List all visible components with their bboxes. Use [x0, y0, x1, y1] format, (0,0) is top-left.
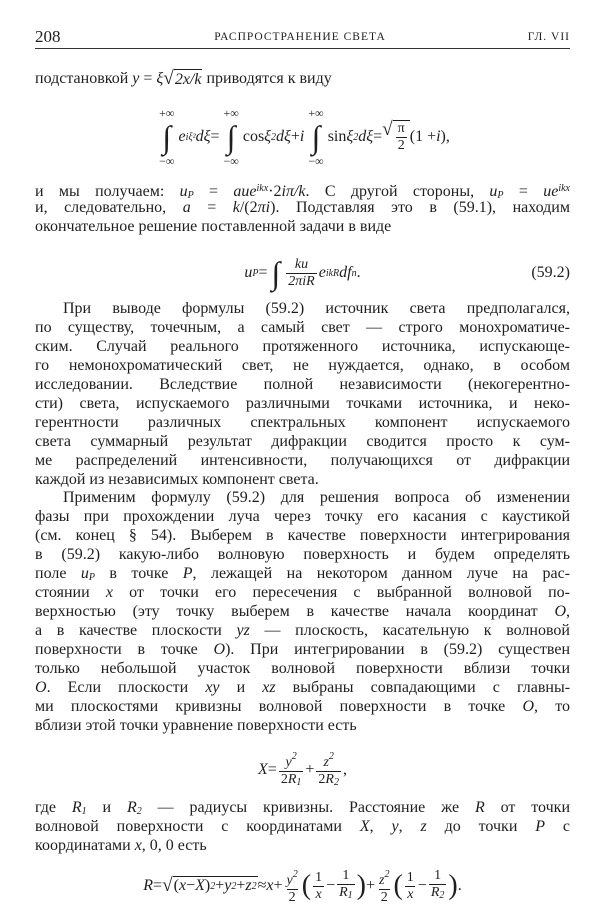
text-run: приводятся к виду	[202, 70, 332, 87]
text-run: 2	[280, 772, 288, 787]
math-superscript: ikR	[325, 267, 340, 279]
text-run: ·2	[268, 183, 282, 200]
fraction-denominator	[379, 889, 390, 906]
text-run: сти) света, испускаемого различными точками источника, и неко-	[35, 395, 570, 412]
radical-icon: √	[382, 119, 393, 140]
math-italic: aue	[233, 183, 257, 200]
text-run: 2	[288, 889, 296, 905]
math-big-paren: )	[448, 870, 458, 901]
text-run: =	[139, 70, 157, 87]
text-run: =	[258, 264, 268, 281]
math-superscript: iξ²	[185, 131, 196, 143]
text-run: −	[326, 877, 336, 894]
text-run: ,	[342, 761, 347, 778]
math-italic: z	[245, 877, 252, 895]
text-run: π	[397, 121, 405, 136]
fraction-numerator	[377, 867, 391, 889]
square-root	[382, 120, 410, 154]
text-run: ,	[566, 603, 570, 620]
text-run: 2	[380, 889, 388, 905]
text-line	[35, 394, 570, 413]
integral-lower-limit: −∞	[159, 154, 175, 168]
fraction-denominator	[287, 889, 298, 906]
text-line	[35, 564, 570, 583]
fraction-numerator	[405, 870, 416, 886]
equation-surface	[35, 750, 570, 790]
square-root	[162, 876, 258, 895]
math-subscript: 1	[81, 806, 87, 817]
math-italic: dξ	[276, 128, 291, 145]
text-line	[35, 451, 570, 470]
text-line	[35, 798, 570, 817]
text-run: вблизи этой точки уравнение поверхности есть	[35, 717, 357, 734]
math-subscript: P	[252, 267, 259, 279]
math-italic: x	[134, 837, 142, 854]
math-fraction	[405, 870, 416, 903]
text-run: в (59.2) какую-либо волновую поверхность и будем определять	[35, 546, 570, 563]
text-line	[35, 217, 570, 236]
math-italic: X	[195, 877, 205, 895]
text-run: го немонохроматический свет, не нуждается, однако, в особом	[35, 357, 570, 374]
math-italic: y	[224, 877, 232, 895]
math-italic: O	[213, 641, 226, 658]
math-italic: R	[143, 877, 154, 894]
fraction-numerator	[285, 867, 300, 889]
math-superscript: 2	[291, 751, 297, 762]
fraction-numerator	[321, 749, 335, 771]
fraction-denominator	[405, 886, 415, 903]
text-line	[35, 836, 570, 855]
text-run: координатами	[35, 837, 135, 854]
math-fraction	[316, 749, 341, 791]
text-run: только небольшой участок волновой поверхности вблизи точки	[35, 660, 570, 677]
math-superscript: 2	[384, 868, 390, 880]
text-run: верхностью (эту точку выберем в качестве начала координат	[35, 603, 555, 620]
math-superscript: ikx	[256, 183, 269, 194]
text-run: −	[417, 877, 427, 894]
text-run: до точки	[426, 818, 536, 835]
text-run: =	[193, 183, 234, 200]
math-italic: x	[105, 584, 113, 601]
text-run: ми плоскостями кривизны волновой поверхности в точке	[35, 698, 523, 715]
text-line	[35, 678, 570, 697]
integral-upper-limit: +∞	[308, 106, 324, 120]
text-run: (1 +	[409, 128, 437, 145]
text-line	[35, 432, 570, 451]
text-run: =	[153, 877, 163, 894]
square-root	[163, 69, 202, 89]
text-run: , то	[534, 698, 570, 715]
text-run: −	[186, 877, 196, 895]
fraction-numerator	[284, 749, 299, 771]
fraction-denominator	[429, 884, 447, 904]
math-italic: R	[339, 885, 348, 900]
math-big-paren: (	[301, 870, 312, 901]
math-italic: R	[430, 885, 440, 900]
text-run: Применим формулу (59.2) для решения вопроса об изменении	[63, 489, 570, 506]
text-run: , лежащей на некотором данном луче на рас-	[192, 565, 571, 582]
text-line	[63, 488, 570, 507]
math-italic: P	[182, 565, 193, 582]
math-subscript: P	[497, 190, 504, 201]
fraction-denominator	[286, 273, 316, 290]
math-italic: u	[244, 264, 253, 281]
math-italic: ξ	[156, 70, 164, 87]
math-subscript: n	[351, 267, 357, 279]
text-run: 2	[318, 772, 326, 787]
integral-icon: ∫	[271, 255, 281, 291]
text-line	[35, 583, 570, 602]
text-line	[35, 179, 570, 201]
math-italic: R	[126, 799, 137, 816]
math-italic: dξ	[195, 128, 211, 145]
math-italic: ue	[543, 183, 559, 200]
text-run: от точки его пересечения с выбранной волновой по-	[112, 584, 571, 601]
math-italic: πi	[257, 199, 271, 216]
fraction-denominator	[396, 137, 407, 154]
math-italic: yz	[236, 622, 250, 639]
text-run: =	[267, 761, 277, 778]
text-line	[35, 621, 570, 640]
text-run: При выводе формулы (59.2) источник света предполагался,	[63, 300, 570, 317]
text-run: +	[365, 877, 376, 894]
text-line	[35, 716, 570, 735]
math-subscript: 1	[347, 890, 353, 901]
math-italic: z	[379, 872, 385, 888]
math-italic: x	[315, 886, 322, 902]
integral-icon: ∫	[226, 119, 236, 155]
text-run: и, следовательно,	[35, 199, 183, 216]
text-run: ским. Случай реального протяженного источника, испускающе-	[35, 338, 570, 355]
math-superscript: 2	[210, 880, 216, 892]
text-run: +	[305, 761, 315, 778]
running-title: РАСПРОСТРАНЕНИЕ СВЕТА	[214, 31, 386, 43]
equation-59-2	[35, 251, 570, 295]
text-run: 1	[315, 869, 323, 885]
text-run: +	[273, 877, 283, 894]
text-run: выбраны совпадающими с главны-	[275, 679, 571, 696]
math-superscript: 2	[271, 131, 277, 143]
fraction-denominator	[313, 886, 323, 903]
math-superscript: 2	[353, 131, 359, 143]
equation-distance	[35, 864, 570, 908]
text-run: /(2	[239, 199, 258, 216]
math-italic: a	[182, 199, 191, 216]
text-run: =	[503, 183, 544, 200]
math-subscript: 2	[333, 777, 339, 788]
text-run: окончательное решение поставленной задачи в виде	[35, 218, 392, 235]
math-italic: R	[325, 772, 334, 787]
fraction-denominator	[279, 771, 304, 791]
math-subscript: P	[88, 572, 95, 583]
integral-lower-limit: −∞	[223, 154, 239, 168]
math-superscript: 2	[292, 868, 298, 880]
integral-upper-limit: +∞	[159, 106, 175, 120]
math-fraction	[313, 870, 324, 903]
text-run: волновой поверхности с координатами	[35, 818, 360, 835]
text-run: — радиусы кривизны. Расстояние же	[141, 799, 475, 816]
math-italic: iπ/k	[281, 183, 306, 200]
math-subscript: 1	[296, 777, 302, 788]
math-italic: xz	[262, 679, 276, 696]
text-line	[35, 640, 570, 659]
math-italic: x	[178, 877, 187, 895]
fraction-numerator	[396, 121, 407, 137]
math-italic: P	[535, 818, 546, 835]
fraction-numerator	[340, 868, 351, 884]
text-run: — плоскость, касательную к волновой	[249, 622, 570, 639]
text-run: по существу, точечным, а самый свет — строго монохроматиче-	[35, 319, 570, 336]
integral-sign	[224, 107, 239, 167]
text-run: и	[219, 679, 263, 696]
math-fraction	[429, 868, 447, 904]
text-run: герентности различных спектральных компонент испускаемого	[35, 414, 570, 431]
integral-icon: ∫	[311, 119, 321, 155]
math-italic: ku	[294, 256, 309, 272]
radicand	[393, 120, 410, 154]
text-run: ≈	[257, 877, 267, 894]
math-italic: u	[489, 183, 498, 200]
text-line	[35, 198, 570, 217]
text-run: .	[457, 877, 462, 894]
text-line	[35, 659, 570, 678]
integral-lower-limit: −∞	[308, 154, 324, 168]
text-line	[35, 526, 570, 545]
text-run: ме распределений интенсивности, получающихся от дифракции	[35, 452, 570, 469]
math-superscript: 2	[231, 880, 237, 892]
text-run: 1	[406, 869, 414, 885]
text-run: от точки	[484, 799, 571, 816]
text-run: стоянии	[35, 584, 106, 601]
math-italic: R	[71, 799, 82, 816]
text-run: ,	[398, 818, 421, 835]
math-superscript: 2	[328, 751, 334, 762]
math-italic: e	[318, 264, 326, 281]
math-italic: u	[179, 183, 188, 200]
radicand	[173, 876, 258, 895]
math-fraction	[286, 257, 316, 290]
text-run: 2	[397, 138, 405, 153]
math-italic: u	[80, 565, 89, 582]
header-rule	[35, 48, 570, 49]
text-run: ). При интегрировании в (59.2) существен	[225, 641, 571, 658]
text-line	[35, 817, 570, 836]
math-italic: 2x/k	[174, 71, 202, 89]
math-fraction	[337, 868, 355, 904]
text-run: света суммарный результат дифракции сводится просто к сум-	[35, 433, 570, 450]
text-run: и мы получаем:	[35, 183, 180, 200]
equation-fresnel-integral	[35, 100, 570, 174]
math-fraction	[377, 867, 391, 906]
page-number: 208	[35, 27, 61, 46]
fraction-numerator	[432, 868, 443, 884]
text-line	[35, 413, 570, 432]
math-fraction	[285, 867, 300, 906]
math-superscript: ikx	[558, 183, 570, 194]
text-run: с	[545, 818, 571, 835]
math-italic: i	[436, 128, 441, 145]
text-run: ),	[440, 128, 450, 145]
text-run: =	[373, 128, 383, 145]
integral-upper-limit: +∞	[223, 106, 239, 120]
integral-upper-limit	[274, 243, 277, 255]
math-italic: x	[407, 886, 414, 902]
text-line	[35, 69, 570, 88]
text-run: sin	[327, 128, 347, 145]
text-run: в точке	[94, 565, 183, 582]
text-run: поле	[35, 565, 81, 582]
equation-number: (59.2)	[531, 264, 570, 281]
text-line	[35, 545, 570, 564]
math-fraction	[279, 749, 304, 791]
text-run: каждой из независимых компонент света.	[35, 471, 319, 488]
text-run: .	[356, 264, 361, 281]
integral-sign	[272, 243, 281, 303]
integral-sign	[308, 107, 323, 167]
text-run: (	[173, 877, 179, 895]
text-line	[35, 470, 570, 489]
radicand	[174, 69, 203, 89]
math-italic: dξ	[358, 128, 374, 145]
text-run: ). Подставляя это в (59.1), находим	[270, 199, 570, 216]
text-run: подстановкой	[35, 70, 133, 87]
math-italic: O	[522, 698, 535, 715]
math-superscript: 2	[251, 880, 257, 892]
text-run: . Если плоскости	[46, 679, 206, 696]
fraction-numerator	[313, 870, 324, 886]
math-italic: 2πiR	[288, 273, 315, 289]
text-run: +	[290, 128, 300, 145]
math-italic: k	[232, 199, 240, 216]
math-italic: y	[391, 818, 399, 835]
text-run: +	[215, 877, 225, 895]
math-italic: ξ	[346, 128, 354, 145]
integral-icon: ∫	[162, 119, 172, 155]
math-italic: ξ	[264, 128, 272, 145]
math-italic: i	[299, 128, 305, 145]
integral-sign	[159, 107, 174, 167]
math-italic: y	[285, 755, 292, 770]
math-italic: xy	[205, 679, 220, 696]
text-run: и	[86, 799, 127, 816]
text-line	[35, 337, 570, 356]
math-italic: x	[266, 877, 274, 894]
text-line	[35, 375, 570, 394]
fraction-denominator	[337, 884, 355, 904]
math-subscript: P	[187, 190, 194, 201]
text-run: )	[204, 877, 211, 895]
math-italic: df	[339, 264, 352, 281]
math-big-paren: )	[356, 870, 366, 901]
text-run: =	[190, 199, 233, 216]
text-line	[35, 602, 570, 621]
fraction-numerator	[293, 257, 310, 273]
math-big-paren: (	[393, 870, 403, 901]
math-subscript: 2	[439, 890, 445, 901]
math-italic: O	[554, 603, 566, 620]
math-italic: z	[420, 818, 427, 835]
text-run: где	[35, 799, 72, 816]
text-run: cos	[242, 128, 265, 145]
math-italic: y	[132, 70, 140, 87]
text-line	[35, 507, 570, 526]
chapter-label: ГЛ. VII	[527, 31, 570, 43]
math-italic: O	[35, 679, 47, 696]
math-fraction	[396, 121, 407, 154]
text-line	[35, 697, 570, 716]
math-subscript: 2	[136, 806, 142, 817]
math-italic: e	[178, 128, 186, 145]
math-italic: X	[258, 761, 268, 778]
text-run: =	[210, 128, 220, 145]
text-run: +	[236, 877, 246, 895]
text-run: . С другой стороны,	[305, 183, 490, 200]
text-run: 1	[342, 868, 350, 883]
fraction-denominator	[316, 771, 341, 791]
math-italic: R	[287, 772, 297, 787]
text-run: исследовании. Вследствие полной независимости (некогерентно-	[35, 376, 570, 393]
text-run: поверхности в точке	[35, 641, 214, 658]
text-line	[63, 299, 570, 318]
text-run: (см. конец § 54). Выберем в качестве поверхности интегрирования	[35, 527, 570, 544]
text-run: ,	[369, 818, 392, 835]
math-italic: X	[359, 818, 370, 835]
text-line	[35, 356, 570, 375]
math-italic: R	[474, 799, 485, 816]
text-run: а в качестве плоскости	[35, 622, 237, 639]
math-italic: y	[286, 872, 293, 888]
text-run: 1	[434, 868, 442, 883]
text-line	[35, 318, 570, 337]
radical-icon: √	[162, 875, 173, 897]
text-run: фазы при прохождении луча через точку его касания с каустикой	[35, 508, 570, 525]
radical-icon: √	[163, 68, 174, 90]
math-italic: z	[323, 755, 329, 770]
text-run: , 0, 0 есть	[141, 837, 207, 854]
